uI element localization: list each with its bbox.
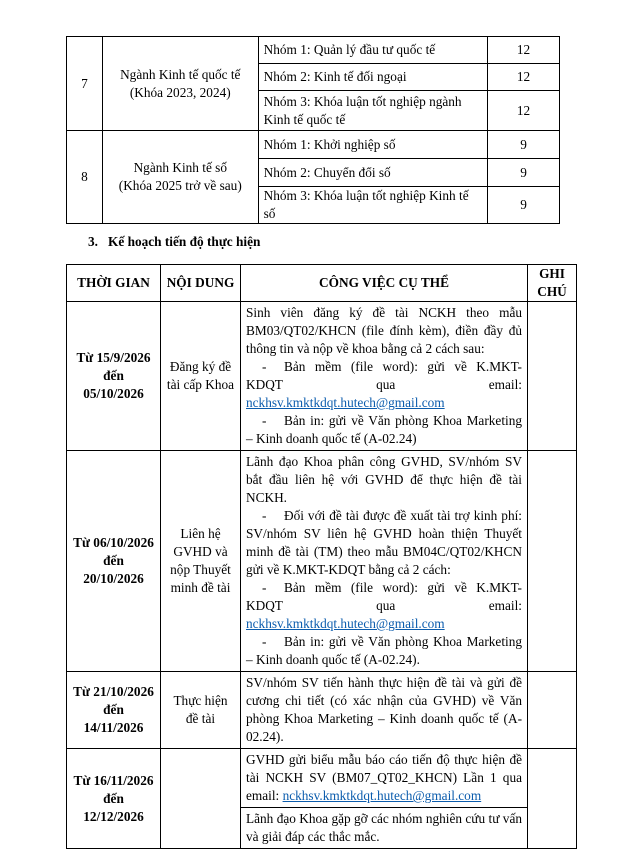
email-link[interactable]: nckhsv.kmktkdqt.hutech@gmail.com [282, 788, 482, 803]
content-cell: Thực hiện đề tài [161, 672, 241, 749]
time-cell: Từ 16/11/2026 đến 12/12/2026 [67, 749, 161, 849]
header-work: CÔNG VIỆC CỤ THỂ [241, 265, 528, 302]
group-count: 9 [488, 187, 560, 224]
group-count: 12 [488, 37, 560, 64]
group-count: 9 [488, 159, 560, 187]
header-content: NỘI DUNG [161, 265, 241, 302]
work-cell: Sinh viên đăng ký đề tài NCKH theo mẫu BM03/QT02/KHCN (file đính kèm), điền đầy đủ thông tin và nộp về khoa bằng cả 2 cách sau: - Bản mềm (file word): gửi về K.MKT-KDQT qua email: nckhsv.kmktkdqt.hutech@gmail.com - Bản in: gửi về Văn phòng Khoa Marketing – Kinh doanh quốc tế (A-02.24) [241, 302, 528, 451]
row-number: 8 [67, 131, 103, 224]
note-cell [528, 672, 577, 749]
work-cell: Lãnh đạo Khoa gặp gỡ các nhóm nghiên cứu tư vấn và giải đáp các thắc mắc. [241, 808, 528, 849]
work-cell: Lãnh đạo Khoa phân công GVHD, SV/nhóm SV bắt đầu liên hệ với GVHD để thực hiện đề tài NCKH. - Đối với đề tài được đề xuất tài trợ kinh phí: SV/nhóm SV liên hệ GVHD hoàn thiện Thuyết minh đề tài (TM) theo mẫu BM04C/QT02/KHCN gửi về K.MKT-KDQT bằng cả 2 cách: - Bản mềm (file word): gửi về K.MKT-KDQT qua email: nckhsv.kmktkdqt.hutech@gmail.com - Bản in: gửi về Văn phòng Khoa Marketing – Kinh doanh quốc tế (A-02.24). [241, 451, 528, 672]
header-note: GHI CHÚ [528, 265, 577, 302]
note-cell [528, 451, 577, 672]
content-cell [161, 749, 241, 849]
section-heading [88, 234, 260, 250]
content-cell: Liên hệ GVHD và nộp Thuyết minh đề tài [161, 451, 241, 672]
group-count: 12 [488, 91, 560, 131]
major-name: Ngành Kinh tế số (Khóa 2025 trở về sau) [102, 131, 258, 224]
group-name: Nhóm 2: Kinh tế đối ngoại [258, 64, 487, 91]
group-name: Nhóm 2: Chuyển đổi số [258, 159, 487, 187]
row-number: 7 [67, 37, 103, 131]
note-cell [528, 749, 577, 849]
content-cell: Đăng ký đề tài cấp Khoa [161, 302, 241, 451]
group-name: Nhóm 1: Khởi nghiệp số [258, 131, 487, 159]
time-cell: Từ 06/10/2026 đến 20/10/2026 [67, 451, 161, 672]
note-cell [528, 302, 577, 451]
work-cell: SV/nhóm SV tiến hành thực hiện đề tài và gửi đề cương chi tiết (có xác nhận của GVHD) về Văn phòng Khoa Marketing – Kinh doanh quốc tế (A-02.24). [241, 672, 528, 749]
email-link[interactable]: nckhsv.kmktkdqt.hutech@gmail.com [246, 395, 445, 410]
section-title: Kế hoạch tiến độ thực hiện [108, 234, 261, 249]
group-name: Nhóm 3: Khóa luận tốt nghiệp ngành Kinh tế quốc tế [258, 91, 487, 131]
time-cell: Từ 21/10/2026 đến 14/11/2026 [67, 672, 161, 749]
schedule-table [66, 264, 577, 849]
majors-table [66, 36, 560, 224]
work-cell: GVHD gửi biểu mẫu báo cáo tiến độ thực hiện đề tài NCKH SV (BM07_QT02_KHCN) Lần 1 qua email: nckhsv.kmktkdqt.hutech@gmail.com [241, 749, 528, 808]
group-name: Nhóm 1: Quản lý đầu tư quốc tế [258, 37, 487, 64]
group-count: 9 [488, 131, 560, 159]
group-count: 12 [488, 64, 560, 91]
group-name: Nhóm 3: Khóa luận tốt nghiệp Kinh tế số [258, 187, 487, 224]
section-number: 3. [88, 234, 98, 249]
email-link[interactable]: nckhsv.kmktkdqt.hutech@gmail.com [246, 616, 445, 631]
major-name: Ngành Kinh tế quốc tế (Khóa 2023, 2024) [102, 37, 258, 131]
header-time: THỜI GIAN [67, 265, 161, 302]
time-cell: Từ 15/9/2026 đến 05/10/2026 [67, 302, 161, 451]
